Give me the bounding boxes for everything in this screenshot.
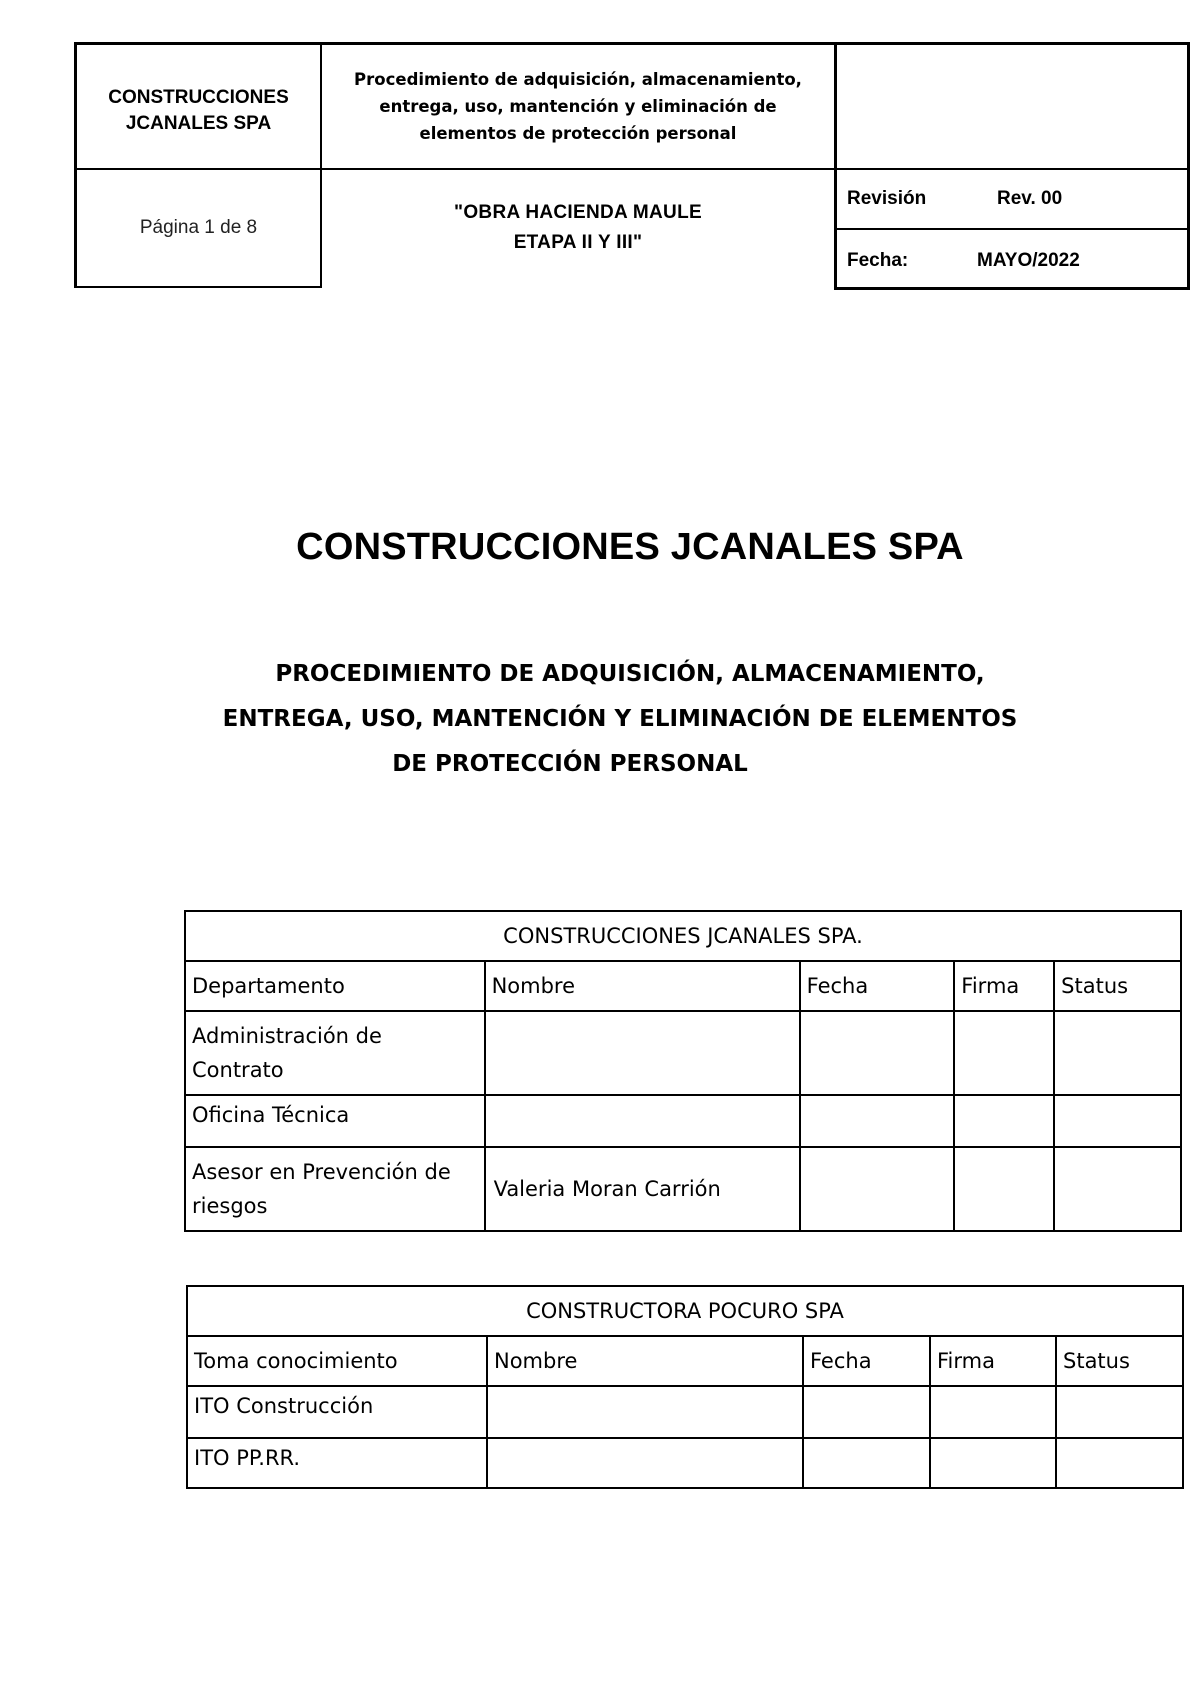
- table-cell: Administración de Contrato: [185, 1011, 485, 1095]
- table-cell: [954, 1011, 1054, 1095]
- document-header: [74, 42, 1114, 290]
- table-cell: [1056, 1438, 1183, 1488]
- document-title: CONSTRUCCIONES JCANALES SPA: [296, 526, 964, 568]
- table-cell: [930, 1386, 1056, 1438]
- table-row: [185, 1011, 1181, 1095]
- table-title-row: [185, 911, 1181, 961]
- table-cell: [954, 1147, 1054, 1231]
- column-header: Firma: [930, 1336, 1056, 1386]
- column-header: Status: [1056, 1336, 1183, 1386]
- table-row: [185, 1147, 1181, 1231]
- header-revision: [834, 170, 1190, 230]
- table-cell: Oficina Técnica: [185, 1095, 485, 1147]
- column-header: Nombre: [487, 1336, 803, 1386]
- table-cell: [485, 1011, 800, 1095]
- column-header: Nombre: [485, 961, 800, 1011]
- table-title: CONSTRUCCIONES JCANALES SPA.: [185, 911, 1181, 961]
- table-cell: [800, 1011, 955, 1095]
- table-cell: Valeria Moran Carrión: [485, 1147, 800, 1231]
- table-cell: [803, 1386, 930, 1438]
- table-row: [187, 1438, 1183, 1488]
- table-cell: [954, 1095, 1054, 1147]
- table-title-row: [187, 1286, 1183, 1336]
- obra-line-1: "OBRA HACIENDA MAULE: [454, 202, 702, 223]
- fecha-label: Fecha:: [847, 250, 909, 271]
- table-cell: [800, 1095, 955, 1147]
- table-cell: [1054, 1095, 1181, 1147]
- revision-value: Rev. 00: [997, 188, 1063, 209]
- approval-table-jcanales: [184, 910, 1182, 1232]
- obra-line-2: ETAPA II Y III": [513, 232, 643, 253]
- table-cell: [803, 1438, 930, 1488]
- column-header: Fecha: [803, 1336, 930, 1386]
- header-company-text: CONSTRUCCIONES JCANALES SPA: [108, 86, 289, 134]
- table-cell: ITO Construcción: [187, 1386, 487, 1438]
- header-logo-area: [834, 42, 1190, 170]
- column-header: Firma: [954, 961, 1054, 1011]
- table-title: CONSTRUCTORA POCURO SPA: [187, 1286, 1183, 1336]
- table-cell: [800, 1147, 955, 1231]
- column-header: Toma conocimiento: [187, 1336, 487, 1386]
- table-row: [187, 1386, 1183, 1438]
- header-procedure: [322, 42, 834, 170]
- column-header: Status: [1054, 961, 1181, 1011]
- subtitle-line-1: PROCEDIMIENTO DE ADQUISICIÓN, ALMACENAMIENTO,: [275, 661, 985, 687]
- table-cell: [930, 1438, 1056, 1488]
- revision-label: Revisión: [847, 188, 927, 209]
- table-cell: [1054, 1011, 1181, 1095]
- subtitle-line-2: ENTREGA, USO, MANTENCIÓN Y ELIMINACIÓN DE ELEMENTOS: [222, 706, 1018, 732]
- header-obra: [322, 170, 834, 288]
- table-header-row: [185, 961, 1181, 1011]
- column-header: Fecha: [800, 961, 955, 1011]
- table-cell: [485, 1095, 800, 1147]
- subtitle-line-3: DE PROTECCIÓN PERSONAL: [392, 751, 748, 777]
- page-number-text: Página 1 de 8: [139, 217, 258, 238]
- header-page-number: [74, 170, 322, 288]
- fecha-value: MAYO/2022: [977, 250, 1080, 271]
- document-subtitle: [160, 652, 1040, 787]
- approval-table-pocuro: [186, 1285, 1184, 1489]
- table-row: [185, 1095, 1181, 1147]
- header-fecha: [834, 230, 1190, 290]
- table-cell: [487, 1386, 803, 1438]
- table-cell: [1056, 1386, 1183, 1438]
- column-header: Departamento: [185, 961, 485, 1011]
- table-cell: [487, 1438, 803, 1488]
- table-header-row: [187, 1336, 1183, 1386]
- table-cell: [1054, 1147, 1181, 1231]
- header-company: [74, 42, 322, 170]
- table-cell: Asesor en Prevención de riesgos: [185, 1147, 485, 1231]
- table-cell: ITO PP.RR.: [187, 1438, 487, 1488]
- header-procedure-text: Procedimiento de adquisición, almacenamiento, entrega, uso, mantención y eliminación de elementos de protección personal: [354, 70, 802, 143]
